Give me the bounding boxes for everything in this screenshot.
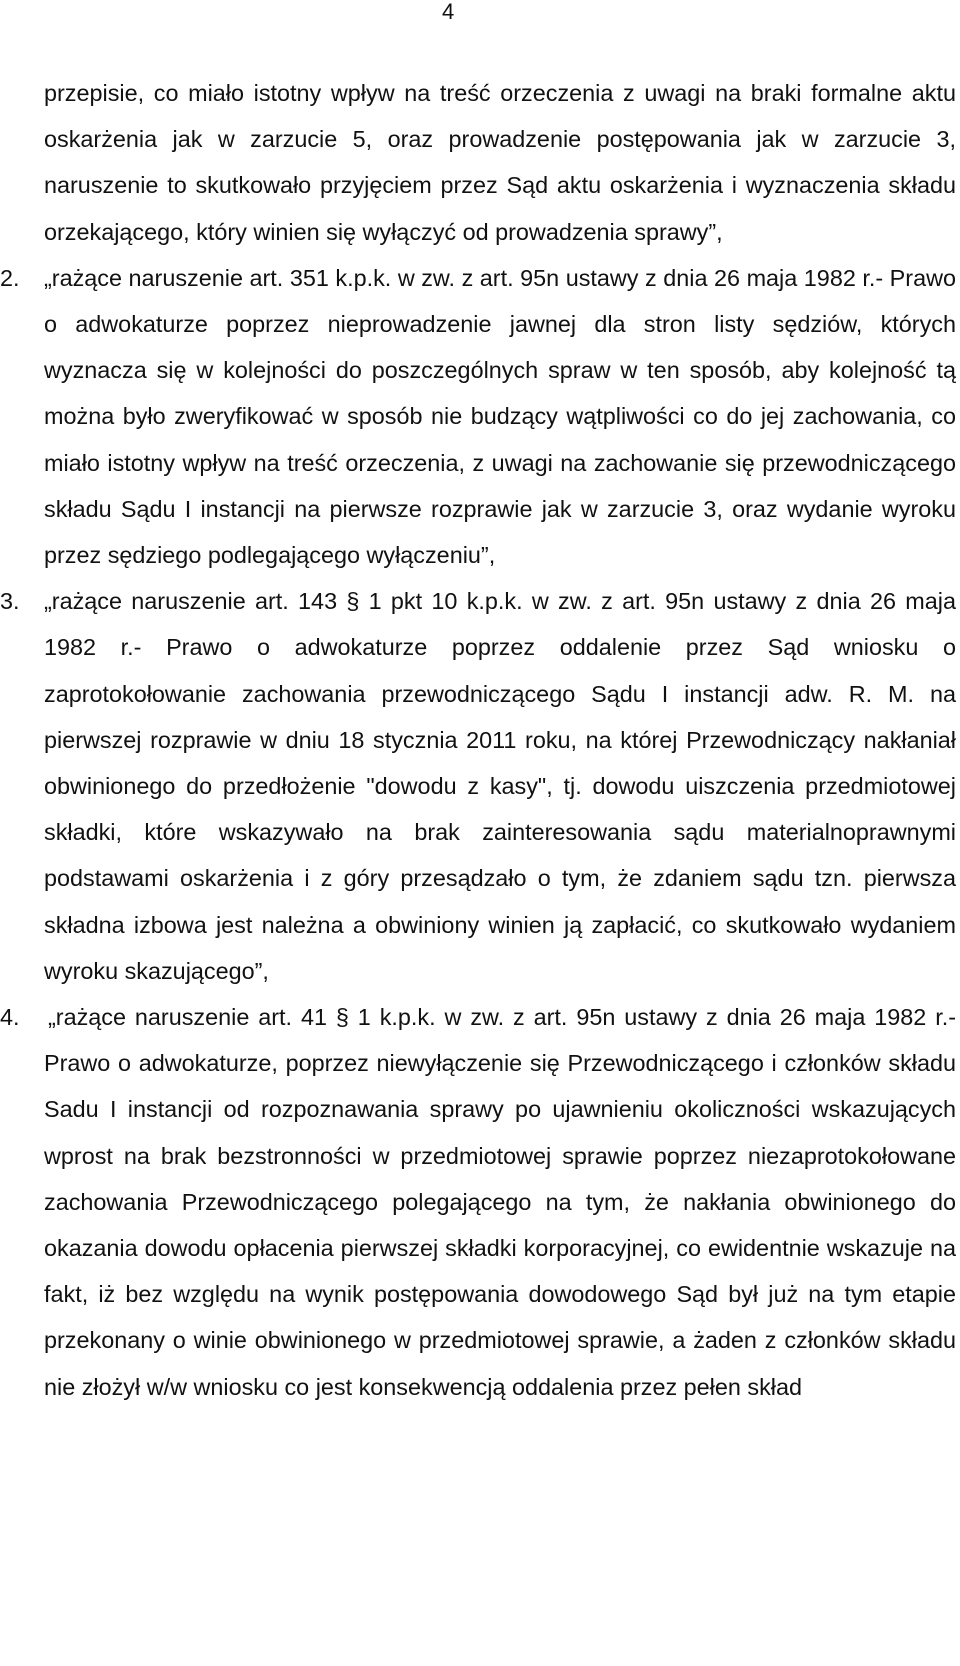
paragraph-intro: przepisie, co miało istotny wpływ na treść orzeczenia z uwagi na braki formalne aktu oskarżenia jak w zarzucie 5, oraz prowadzenie postępowania jak w zarzucie 3, naruszenie to skutkowało przyjęciem przez Sąd aktu oskarżenia i wyznaczenia składu orzekającego, który winien się wyłączyć od prowadzenia sprawy”, xyxy=(44,80,956,245)
list-item-3-text: „rażące naruszenie art. 143 § 1 pkt 10 k.p.k. w zw. z art. 95n ustawy z dnia 26 maja 1982 r.- Prawo o adwokaturze poprzez oddalenie przez Sąd wniosku o zaprotokołowanie zachowania przewodniczącego Sądu I instancji adw. R. M. na pierwszej rozprawie w dniu 18 stycznia 2011 roku, na której Przewodniczący nakłaniał obwinionego do przedłożenie "dowodu z kasy", tj. dowodu uiszczenia przedmiotowej składki, które wskazywało na brak zainteresowania sądu materialnoprawnymi podstawami oskarżenia i z góry przesądzało o tym, że zdaniem sądu tzn. pierwsza składna izbowa jest należna a obwiniony winien ją zapłacić, co skutkowało wydaniem wyroku skazującego”, xyxy=(44,588,956,984)
list-item-2-number: 2. xyxy=(0,264,20,291)
list-item-3 xyxy=(0,578,956,994)
list-item-2-text: „rażące naruszenie art. 351 k.p.k. w zw. z art. 95n ustawy z dnia 26 maja 1982 r.- Prawo o adwokaturze poprzez nieprowadzenie jawnej dla stron listy sędziów, których wyznacza się w kolejności do poszczególnych spraw w ten sposób, aby kolejność tą można było zweryfikować w sposób nie budzący wątpliwości co do jej zachowania, co miało istotny wpływ na treść orzeczenia, z uwagi na zachowanie się przewodniczącego składu Sądu I instancji na pierwsze rozprawie jak w zarzucie 3, oraz wydanie wyroku przez sędziego podlegającego wyłączeniu”, xyxy=(44,264,956,569)
list-item-4 xyxy=(0,994,956,1410)
list-item-3-number: 3. xyxy=(0,588,20,615)
page-number: 4 xyxy=(442,0,455,24)
list-item-4-text: „rażące naruszenie art. 41 § 1 k.p.k. w zw. z art. 95n ustawy z dnia 26 maja 1982 r.- Prawo o adwokaturze, poprzez niewyłączenie się Przewodniczącego i członków składu Sadu I instancji od rozpoznawania sprawy po ujawnieniu okoliczności wskazujących wprost na brak bezstronności w przedmiotowej sprawie poprzez niezaprotokołowane zachowania Przewodniczącego polegającego na tym, że nakłania obwinionego do okazania dowodu opłacenia pierwszej składki korporacyjnej, co ewidentnie wskazuje na fakt, iż bez względu na wynik postępowania dowodowego Sąd był już na tym etapie przekonany o winie obwinionego w przedmiotowej sprawie, a żaden z członków składu nie złożył w/w wniosku co jest konsekwencją oddalenia przez pełen skład xyxy=(44,1004,956,1400)
document-body xyxy=(0,70,956,1410)
list-item-4-number: 4. xyxy=(0,1004,20,1031)
list-item-2 xyxy=(0,255,956,578)
